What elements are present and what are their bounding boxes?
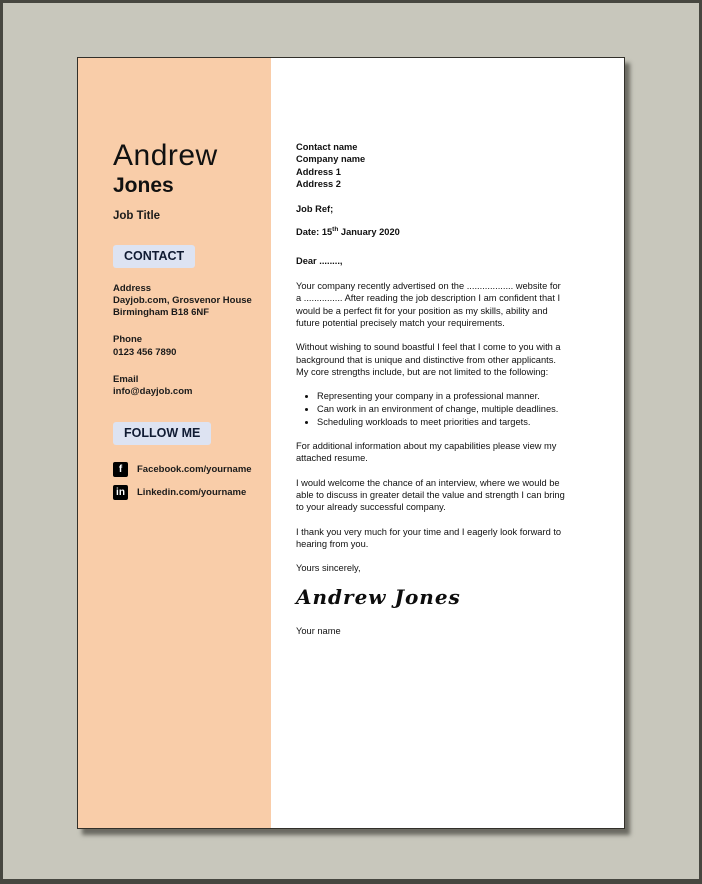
linkedin-icon: in (113, 485, 128, 500)
strengths-list (296, 390, 567, 428)
job-title: Job Title (113, 209, 161, 222)
first-name: Andrew (113, 139, 218, 172)
contact-heading: CONTACT (113, 245, 195, 268)
email-block (113, 374, 259, 399)
follow-me-heading: FOLLOW ME (113, 422, 211, 445)
date-suffix: January 2020 (338, 227, 400, 238)
paragraph-thanks: I thank you very much for your time and I eagerly look forward to hearing from you. (296, 526, 562, 549)
facebook-row (113, 462, 259, 477)
email-label: Email (113, 374, 139, 386)
date-ordinal: th (332, 226, 339, 234)
paragraph-strengths: Without wishing to sound boastful I feel that I come to you with a background that is unique and distinctive from other applicants. My core strengths include, but are not limited to the following: (296, 342, 561, 377)
recipient-contact-name: Contact name (296, 142, 358, 152)
date-prefix: Date: 15 (296, 227, 333, 238)
signoff-name: Your name (296, 625, 341, 636)
cover-letter-page (77, 57, 625, 829)
paragraph-intro: Your company recently advertised on the .................. website for a ............... After reading the job description I am confident that I would be a perfect fit for your position as my skills, ability and future potential precisely match your requirements. (296, 281, 561, 329)
linkedin-row (113, 485, 259, 500)
paragraph-interview: I would welcome the chance of an interview, where we would be able to discuss in greater detail the value and strength I can bring to your already successful company. (296, 477, 565, 513)
address-line-1: Dayjob.com, Grosvenor House (113, 294, 252, 306)
phone-value: 0123 456 7890 (113, 346, 177, 358)
recipient-address-2: Address 2 (296, 178, 341, 189)
recipient-address-1: Address 1 (296, 166, 341, 177)
job-ref: Job Ref; (296, 204, 334, 215)
strength-item: • Representing your company in a professional manner. (317, 390, 567, 402)
facebook-handle: Facebook.com/yourname (137, 463, 252, 475)
letter-body (271, 58, 624, 828)
recipient-company-name: Company name (296, 154, 366, 165)
recipient-block (296, 141, 567, 190)
salutation: Dear ........, (296, 255, 343, 266)
phone-label: Phone (113, 334, 143, 346)
address-line-2: Birmingham B18 6NF (113, 307, 210, 319)
signature: Andrew Jones (296, 584, 461, 609)
linkedin-handle: Linkedin.com/yourname (137, 486, 247, 498)
last-name: Jones (113, 173, 174, 197)
date-line (296, 224, 567, 238)
strength-item: • Scheduling workloads to meet priorities and targets. (317, 416, 567, 428)
closing: Yours sincerely, (296, 563, 361, 574)
email-value: info@dayjob.com (113, 386, 193, 398)
phone-block (113, 334, 259, 359)
social-links (113, 462, 259, 500)
paragraph-resume: For additional information about my capabilities please view my attached resume. (296, 441, 557, 464)
address-label: Address (113, 282, 152, 294)
facebook-icon: f (113, 462, 128, 477)
strength-item: • Can work in an environment of change, multiple deadlines. (317, 403, 567, 415)
address-block (113, 283, 259, 320)
sidebar (78, 58, 271, 828)
